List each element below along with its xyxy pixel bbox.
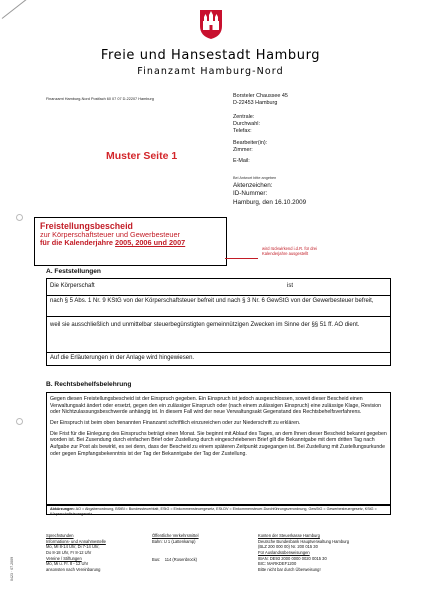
footer-konten: [258, 533, 393, 572]
footer-col1-line: Do 8-18 Uhr, Fr 8-12 Uhr: [46, 549, 92, 555]
footer-col2-bus-label: Bus:: [152, 557, 161, 563]
date-line: Hamburg, den 16.10.2009: [233, 198, 307, 206]
fs-divider: [47, 316, 390, 317]
muster-label: Muster Seite 1: [106, 150, 178, 162]
footer-col2-bus: 114 (Rosenbrock): [164, 557, 197, 563]
sender-line: Finanzamt Hamburg-Nord Postfach 60 07 07 D-22207 Hamburg: [46, 97, 154, 101]
abbreviations-label: Abkürzungen:: [50, 507, 75, 511]
header-subtitle: Finanzamt Hamburg-Nord: [137, 66, 284, 77]
label-bearbeiter: Bearbeiter(in):: [233, 140, 268, 146]
footer-sprechstunden: [46, 533, 146, 572]
annotation-note: [262, 246, 352, 257]
footer-col3-line: IBAN: DE93 2000 0000 0020 0015 30: [258, 555, 327, 561]
label-zimmer: Zimmer:: [233, 147, 253, 154]
fs-row-befreiung: nach § 5 Abs. 1 Nr. 9 KStG von der Körperschaftsteuer befreit und nach § 3 Nr. 6 GewStG von der Gewerbesteuer befreit,: [50, 298, 374, 304]
title-box: [34, 217, 227, 266]
form-code: 0423 · 07.2009: [10, 556, 14, 581]
rechtsbehelf-box: [46, 392, 391, 505]
footer-col1-line: Mo, Mi u. Fr. 8 - 12 Uhr: [46, 561, 89, 567]
contact-fields: [233, 114, 260, 135]
fs-row1-left: Die Körperschaft: [50, 283, 95, 289]
footer-col1-sub: Informations- und Annahmestelle: [46, 538, 106, 544]
punch-hole-mark: [16, 214, 23, 221]
abbreviations-box: [46, 505, 391, 515]
annotation-connector: [225, 258, 258, 259]
address-city: D-22453 Hamburg: [233, 100, 278, 107]
reply-note: Bei Antwort bitte angeben: [233, 176, 277, 180]
label-durchwahl: Durchwahl:: [233, 121, 260, 128]
footer-col3-line: BIC: MARKDEF1200: [258, 561, 297, 567]
footer-col3-line: (BLZ 200 000 00) Nr. 200 015 30: [258, 544, 318, 550]
footer-verkehrsmittel: [152, 533, 242, 563]
footer-col3-line: Bitte nicht bar durch Überweisung!: [258, 566, 321, 572]
rb-paragraph-3: Die Frist für die Einlegung des Einspruchs beträgt einen Monat. Sie beginnt mit Ablauf des Tages, an dem Ihnen dieser Bescheid bekannt gegeben worden ist. Bei Zusendung durch einfachen Brief oder Zustellung durch eingeschriebenen Brief gilt die Bekanntgabe mit dem dritten Tag nach Aufgabe zur Post als bewirkt, es sei denn, dass der Bescheid zu einem späteren Zeitpunkt zugegangen ist. Bei Zustellung mit Zustellungsurkunde oder gegen Empfangsbekenntnis ist der Tag der Bekanntgabe der Tag der Zustellung.: [50, 430, 387, 457]
address-street: Borsteler Chaussee 45: [233, 93, 288, 99]
footer-col2-heading: Öffentliche Verkehrsmittel: [152, 533, 199, 538]
years-prefix: für die Kalenderjahre: [40, 238, 116, 248]
footer-col1-heading: Sprechstunden: [46, 533, 74, 538]
hamburg-coat-of-arms-icon: [198, 6, 224, 40]
footer-col2-bahn: Bahn: U 1 (Lattenkamp): [152, 538, 196, 544]
feststellung-box: [46, 278, 391, 366]
footer-col3-heading: Konten der Steuerkasse Hamburg: [258, 533, 320, 538]
footer-col1-heading-2: Vereine / Stiftungen: [46, 555, 82, 561]
footer-col2-bus-row: [152, 557, 242, 563]
label-telefax: Telefax:: [233, 128, 252, 135]
abbreviations-text: AO = Abgabenordnung, BStBl = Bundessteuerblatt, EStG = Einkommensteuergesetz, ESt-DV = Einkommensteuer-Durchführungsverordnung, GewStG = Gewerbesteuergesetz, KStG = Körperschaftsteuergesetz: [50, 507, 377, 516]
fs-row-begruendung: weil sie ausschließlich und unmittelbar steuerbegünstigten gemeinnützigen Zwecken im Sinne der §§ 51 ff. AO dient.: [50, 322, 360, 328]
years-value: 2005, 2006 und 2007: [115, 238, 186, 248]
annotation-line-2: Kalenderjahre ausgestellt: [262, 251, 309, 257]
footer-col1-line: ansonsten nach Vereinbarung: [46, 566, 101, 572]
reference-block: [233, 182, 306, 207]
address-block: [233, 93, 288, 107]
annotation-line-1: wird rückwirkend i.d.R. für drei: [262, 246, 318, 251]
label-id-nummer: ID-Nummer:: [233, 190, 268, 198]
document-title: Freistellungsbescheid: [40, 221, 133, 231]
footer-col3-line: Für Auslandsüberweisungen: [258, 549, 310, 555]
fs-row-hinweis: Auf die Erläuterungen in der Anlage wird hingewiesen.: [50, 355, 195, 361]
rb-paragraph-1: Gegen diesen Freistellungsbescheid ist der Einspruch gegeben. Ein Einspruch ist jedoch ausgeschlossen, soweit dieser Bescheid einen Verwaltungsakt ändert oder ersetzt, gegen den ein zulässiger Einspruch oder (nach einem zulässigen Einspruch) eine zulässige Klage, Revision oder Nichtzulassungsbeschwerde anhängig ist. In diesem Fall wird der neue Verwaltungsakt Gegenstand des Rechtsbehelfsverfahrens.: [50, 396, 382, 416]
fs-row-koerperschaft: [47, 283, 390, 291]
scan-artifact-line: [2, 0, 36, 19]
section-b-heading: B. Rechtsbehelfsbelehrung: [46, 381, 132, 388]
contact-fields-2: [233, 140, 267, 154]
fs-divider: [47, 352, 390, 353]
fs-divider: [47, 295, 390, 296]
punch-hole-mark: [16, 418, 23, 425]
section-a-heading: A. Feststellungen: [46, 268, 101, 275]
label-aktenzeichen: Aktenzeichen:: [233, 182, 273, 189]
header-title: Freie und Hansestadt Hamburg: [100, 48, 321, 63]
footer-col3-line: Deutsche Bundesbank Hauptverwaltung Hamburg: [258, 538, 350, 544]
title-line-tax: zur Körperschaftsteuer und Gewerbesteuer: [40, 230, 180, 239]
rb-paragraph-2: Der Einspruch ist beim oben benannten Finanzamt schriftlich einzureichen oder zur Niederschrift zu erklären.: [50, 419, 301, 426]
title-line-years: [40, 239, 221, 248]
fs-row1-right: ist: [287, 283, 293, 289]
footer-col1-line: Mo, MI 8-14 Uhr, Di 7-14 Uhr,: [46, 544, 100, 550]
label-email: E-Mail:: [233, 158, 250, 164]
label-zentrale: Zentrale:: [233, 114, 255, 120]
